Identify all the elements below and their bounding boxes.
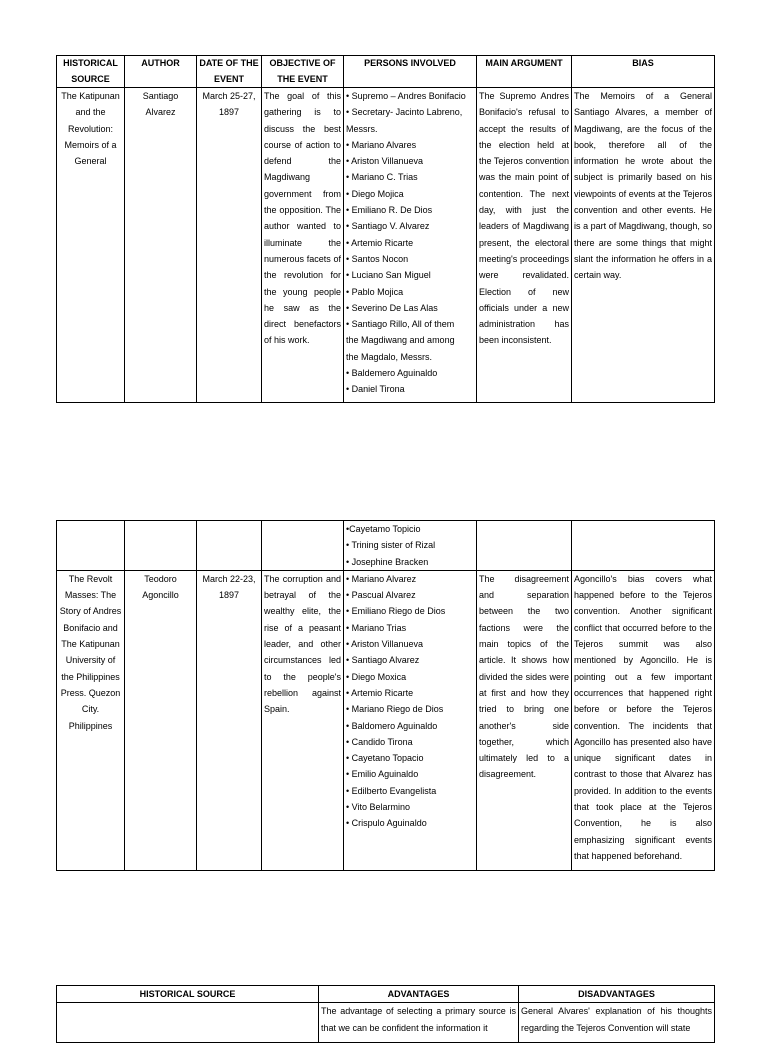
list-item: • Crispulo Aguinaldo — [346, 818, 427, 829]
list-item: • Artemio Ricarte — [346, 237, 414, 248]
list-item: • Emiliano R. De Dios — [346, 205, 433, 216]
list-item: • Artemio Ricarte — [346, 687, 414, 698]
list-item: • Diego Moxica — [346, 671, 407, 682]
list-item: • Trining sister of Rizal — [346, 540, 436, 551]
cell-bias: The Memoirs of a General Santiago Alvares, a member of Magdiwang, are the focus of the book, therefore all of the information he wrote about the subject is primarily based on his viewpoints of events at the Tejeros convention and other events. He is a part of Magdiwang, though, so there are some things that might slant the information he offers in a certain way. — [572, 88, 715, 403]
cell-historical-source — [57, 1003, 319, 1043]
table-row — [57, 88, 715, 403]
list-item: • Ariston Villanueva — [346, 639, 424, 650]
header-main-argument: MAIN ARGUMENT — [477, 56, 572, 88]
cell-persons-involved — [344, 521, 477, 571]
header-row — [57, 56, 715, 88]
header-author: AUTHOR — [125, 56, 197, 88]
list-item: • Diego Mojica — [346, 188, 404, 199]
list-item: • Ariston Villanueva — [346, 156, 424, 167]
header-row — [57, 986, 715, 1003]
cell-persons-involved — [344, 88, 477, 403]
list-item: • Luciano San Miguel — [346, 270, 431, 281]
cell-objective: The corruption and betrayal of the wealthy elite, the rise of a peasant leader, and other circumstances led to the people's rebellion against Spain. — [262, 570, 344, 870]
list-item: • Severino De Las Alas — [346, 302, 438, 313]
list-item: • Cayetano Topacio — [346, 753, 424, 764]
list-item: • Baldomero Aguinaldo — [346, 720, 438, 731]
list-item: the Magdiwang and among — [346, 335, 455, 346]
cell-date: March 22-23, 1897 — [197, 570, 262, 870]
cell-advantages: The advantage of selecting a primary source is that we can be confident the information it — [319, 1003, 519, 1043]
cell-empty — [262, 521, 344, 571]
list-item: • Mariano C. Trias — [346, 172, 418, 183]
list-item: • Santos Nocon — [346, 253, 409, 264]
cell-empty — [572, 521, 715, 571]
list-item: • Mariano Trias — [346, 622, 407, 633]
list-item: Messrs. — [346, 123, 378, 134]
list-item: • Mariano Riego de Dios — [346, 704, 444, 715]
cell-historical-source: The Revolt Masses: The Story of Andres Bonifacio and The Katipunan University of the Philippines Press. Quezon City. Philippines — [57, 570, 125, 870]
cell-disadvantages: General Alvares' explanation of his thoughts regarding the Tejeros Convention will state — [519, 1003, 715, 1043]
header-disadvantages: DISADVANTAGES — [519, 986, 715, 1003]
list-item: • Mariano Alvares — [346, 139, 417, 150]
list-item: • Mariano Alvarez — [346, 573, 417, 584]
list-item: • Vito Belarmino — [346, 802, 411, 813]
list-item: • Santiago V. Alvarez — [346, 221, 430, 232]
cell-objective: The goal of this gathering is to discuss the best course of action to defend the Magdiwang government from the opposition. The author wanted to illuminate the numerous facets of the revolution for the young people he saw as the direct benefactors of his work. — [262, 88, 344, 403]
list-item: •Cayetamo Topicio — [346, 524, 421, 534]
cell-bias: Agoncillo's bias covers what happened before to the Tejeros convention. Another significant conflict that occurred before to the Tejeros summit was also mentioned by Agoncillo. He is pointing out a few important occurrences that happened right before or before the Tejeros convention. The incidents that Agoncillo has presented also have unique significant dates in contrast to those that Alvarez has provided. In addition to the events that took place at the Tejeros Convention, he is also emphasizing significant events that happened beforehand. — [572, 570, 715, 870]
cell-main-argument: The Supremo Andres Bonifacio's refusal to accept the results of the election held at the Tejeros convention was the main point of contention. The next day, with just the leaders of Magdiwang present, the electoral meeting's proceedings were revalidated. Election of new officials under a new administration has been inconsistent. — [477, 88, 572, 403]
list-item: • Josephine Bracken — [346, 556, 429, 567]
list-item: • Emiliano Riego de Dios — [346, 606, 446, 617]
list-item: • Santiago Alvarez — [346, 655, 420, 666]
comparison-table-part-1 — [56, 55, 715, 403]
header-historical-source: HISTORICAL SOURCE — [57, 986, 319, 1003]
table-row — [57, 570, 715, 870]
list-item: • Edilberto Evangelista — [346, 785, 437, 796]
header-advantages: ADVANTAGES — [319, 986, 519, 1003]
list-item: • Baldemero Aguinaldo — [346, 368, 438, 379]
list-item: the Magdalo, Messrs. — [346, 351, 433, 362]
header-date-of-event: DATE OF THE EVENT — [197, 56, 262, 88]
list-item: • Candido Tirona — [346, 736, 413, 747]
cell-persons-involved — [344, 570, 477, 870]
header-objective: OBJECTIVE OF THE EVENT — [262, 56, 344, 88]
cell-main-argument: The disagreement and separation between the two factions were the main topics of the article. It shows how divided the sides were at first and how they tried to bring one another's side together, which ultimately led to a disagreement. — [477, 570, 572, 870]
comparison-table-part-2 — [56, 520, 715, 871]
list-item: • Supremo – Andres Bonifacio — [346, 91, 466, 101]
list-item: • Santiago Rillo, All of them — [346, 319, 455, 330]
list-item: • Pascual Alvarez — [346, 590, 416, 601]
list-item: • Secretary- Jacinto Labreno, — [346, 107, 463, 118]
cell-author: Santiago Alvarez — [125, 88, 197, 403]
header-persons-involved: PERSONS INVOLVED — [344, 56, 477, 88]
header-historical-source: HISTORICAL SOURCE — [57, 56, 125, 88]
cell-date: March 25-27, 1897 — [197, 88, 262, 403]
list-item: • Pablo Mojica — [346, 286, 404, 297]
list-item: • Emilio Aguinaldo — [346, 769, 419, 780]
table-row-continuation — [57, 521, 715, 571]
cell-empty — [477, 521, 572, 571]
cell-empty — [125, 521, 197, 571]
table-row — [57, 1003, 715, 1043]
cell-author: Teodoro Agoncillo — [125, 570, 197, 870]
header-bias: BIAS — [572, 56, 715, 88]
cell-empty — [197, 521, 262, 571]
cell-historical-source: The Katipunan and the Revolution: Memoirs of a General — [57, 88, 125, 403]
list-item: • Daniel Tirona — [346, 384, 405, 395]
advantages-table — [56, 985, 715, 1043]
cell-empty — [57, 521, 125, 571]
